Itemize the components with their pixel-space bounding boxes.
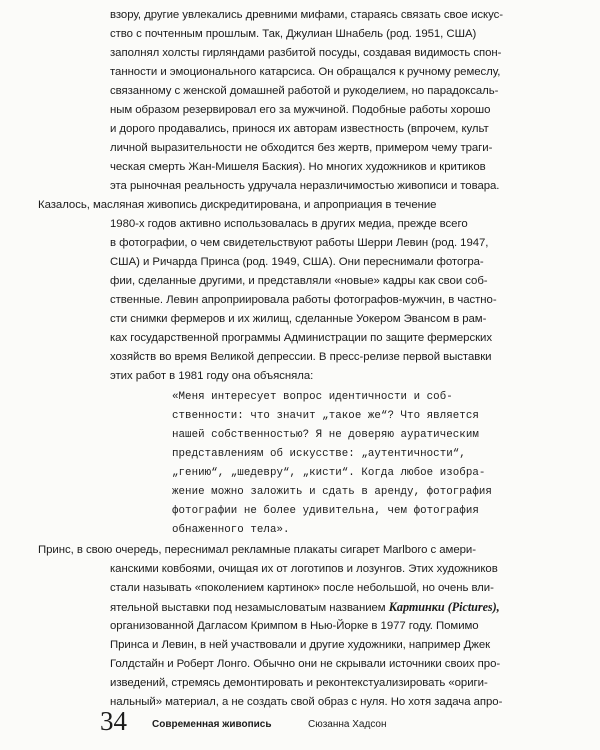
text-fragment: ятельной выставки под незамысловатым названием: [110, 602, 386, 614]
text-line: ках государственной программы Администрации по защите фермерских: [110, 332, 493, 344]
text-line: этих работ в 1981 году она объясняла:: [110, 370, 314, 382]
quote-line: представлениям об искусстве: „аутентичности“,: [172, 448, 466, 460]
text-line: стали называть «поколением картинок» после небольшой, но очень вли-: [110, 582, 494, 594]
text-line: ным образом резервировал его за мужчиной. Подобные работы хорошо: [110, 104, 491, 116]
exhibition-title-en: (Pictures),: [447, 600, 500, 614]
text-line: заполнял холсты гирляндами разбитой посуды, создавая видимость спон-: [110, 47, 502, 59]
quote-line: ственности: что значит „такое же“? Что является: [172, 410, 479, 422]
text-line: Принса и Левин, в ней участвовали и другие художники, например Джек: [110, 639, 491, 651]
text-line: ственные. Левин апроприировала работы фотографов-мужчин, в частно-: [110, 294, 497, 306]
text-line: Принс, в свою очередь, переснимал рекламные плакаты сигарет Marlboro с амери-: [38, 544, 476, 556]
text-line: личной выразительности не обходится без жертв, примером чему траги-: [110, 142, 493, 154]
book-author: Сюзанна Хадсон: [308, 719, 387, 730]
quote-line: «Меня интересует вопрос идентичности и соб-: [172, 391, 453, 403]
text-line: взору, другие увлекались древними мифами, стараясь связать свое искус-: [110, 9, 503, 21]
text-line: в фотографии, о чем свидетельствуют работы Шерри Левин (род. 1947,: [110, 237, 489, 249]
text-line: Казалось, масляная живопись дискредитирована, и апроприация в течение: [38, 199, 437, 211]
quote-line: обнаженного тела».: [172, 524, 290, 536]
text-line: сти снимки фермеров и их жилищ, сделанные Уокером Эвансом в рам-: [110, 313, 487, 325]
text-line: связанному с женской домашней работой и рукоделием, но парадоксаль-: [110, 85, 499, 97]
text-line: канскими ковбоями, очищая их от логотипов и лозунгов. Этих художников: [110, 563, 498, 575]
quote-line: „гению“, „шедевру“, „кисти“. Когда любое изобра-: [172, 467, 486, 479]
text-line: 1980-х годов активно использовалась в других медиа, прежде всего: [110, 218, 468, 230]
text-line: фии, сделанные другими, и представляли «новые» кадры как свои соб-: [110, 275, 488, 287]
quote-line: нашей собственностью? Я не доверяю ауратическим: [172, 429, 479, 441]
text-line: нальный» материал, а не создать свой образ с нуля. Но хотя задача апро-: [110, 696, 503, 708]
text-line: Голдстайн и Роберт Лонго. Обычно они не скрывали источники своих про-: [110, 658, 501, 670]
text-line: танности и эмоционального катарсиса. Он обращался к ручному ремеслу,: [110, 66, 501, 78]
book-title: Современная живопись: [152, 719, 272, 730]
quote-line: фотографии не более удивительна, чем фотография: [172, 505, 479, 517]
text-line: хозяйств во время Великой депрессии. В пресс-релизе первой выставки: [110, 351, 492, 363]
text-line: ческая смерть Жан-Мишеля Баския). Но многих художников и критиков: [110, 161, 486, 173]
text-line: эта рыночная реальность удручала неразличимостью живописи и товара.: [110, 180, 500, 192]
text-line: изведений, стремясь демонтировать и реконтекстуализировать «ориги-: [110, 677, 488, 689]
text-line: [110, 598, 500, 618]
text-line: ство с почтенным прошлым. Так, Джулиан Шнабель (род. 1951, США): [110, 28, 477, 40]
text-line: США) и Ричарда Принса (род. 1949, США). Они переснимали фотогра-: [110, 256, 484, 268]
text-line: и дорого продавались, принося их авторам известность (впрочем, культ: [110, 123, 489, 135]
exhibition-title: Картинки: [388, 600, 445, 614]
text-line: организованной Дагласом Кримпом в Нью-Йорке в 1977 году. Помимо: [110, 620, 479, 632]
page-number: 34: [100, 706, 127, 736]
quote-line: жение можно заложить и сдать в аренду, фотография: [172, 486, 492, 498]
